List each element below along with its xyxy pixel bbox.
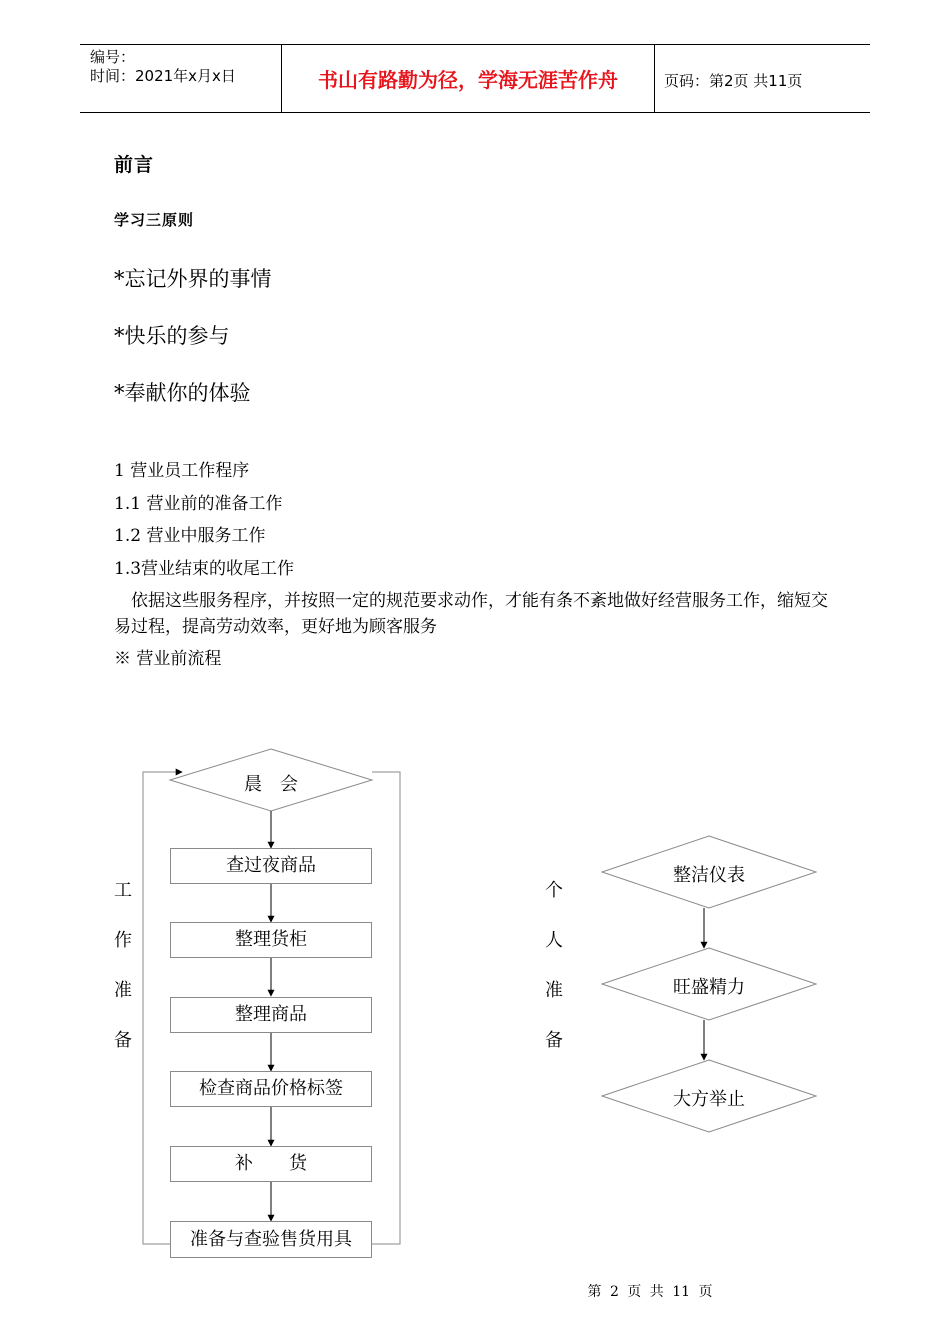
work-side-label: 工 — [114, 880, 132, 901]
personal-step: 旺盛精力 — [673, 977, 745, 998]
procedure-paragraph: 依据这些服务程序，并按照一定的规范要求动作，才能有条不紊地做好经营服务工作，缩短交易过程，提高劳动效率，更好地为顾客服务 — [114, 591, 828, 637]
procedure-item: 1.1 营业前的准备工作 — [114, 494, 283, 514]
header-number: 编号： — [90, 48, 136, 66]
header-page-number: 页码：第2页 共11页 — [664, 72, 803, 90]
procedure-note: ※ 营业前流程 — [114, 649, 222, 669]
work-step: 查过夜商品 — [170, 848, 372, 884]
work-step: 准备与查验售货用具 — [170, 1221, 372, 1258]
work-step: 补 货 — [170, 1146, 372, 1182]
personal-side-label: 个 — [545, 880, 563, 901]
principle-item: *忘记外界的事情 — [114, 267, 272, 291]
procedure-item: 1 营业员工作程序 — [114, 461, 250, 481]
personal-side-label: 准 — [545, 980, 563, 1001]
personal-side-label: 备 — [545, 1030, 563, 1051]
work-step: 整理商品 — [170, 997, 372, 1033]
work-side-label: 准 — [114, 980, 132, 1001]
work-side-label: 作 — [114, 930, 132, 951]
principles-title: 学习三原则 — [114, 211, 195, 229]
work-step: 整理货柜 — [170, 922, 372, 958]
work-side-label: 备 — [114, 1030, 132, 1051]
personal-step: 整洁仪表 — [673, 865, 745, 886]
procedure-item: 1.3营业结束的收尾工作 — [114, 559, 295, 579]
principle-item: *奉献你的体验 — [114, 381, 251, 405]
start-label: 晨 会 — [244, 774, 298, 795]
principle-item: *快乐的参与 — [114, 324, 230, 348]
work-step: 检查商品价格标签 — [170, 1071, 372, 1107]
personal-side-label: 人 — [545, 930, 563, 951]
header-time: 时间：2021年x月x日 — [90, 67, 236, 85]
header-motto: 书山有路勤为径，学海无涯苦作舟 — [318, 68, 618, 92]
procedure-item: 1.2 营业中服务工作 — [114, 526, 266, 546]
personal-step: 大方举止 — [673, 1089, 745, 1110]
preface-title: 前言 — [114, 154, 155, 176]
footer-page-number: 第 2 页 共 11 页 — [587, 1284, 713, 1300]
right-loop-line — [372, 772, 400, 1244]
